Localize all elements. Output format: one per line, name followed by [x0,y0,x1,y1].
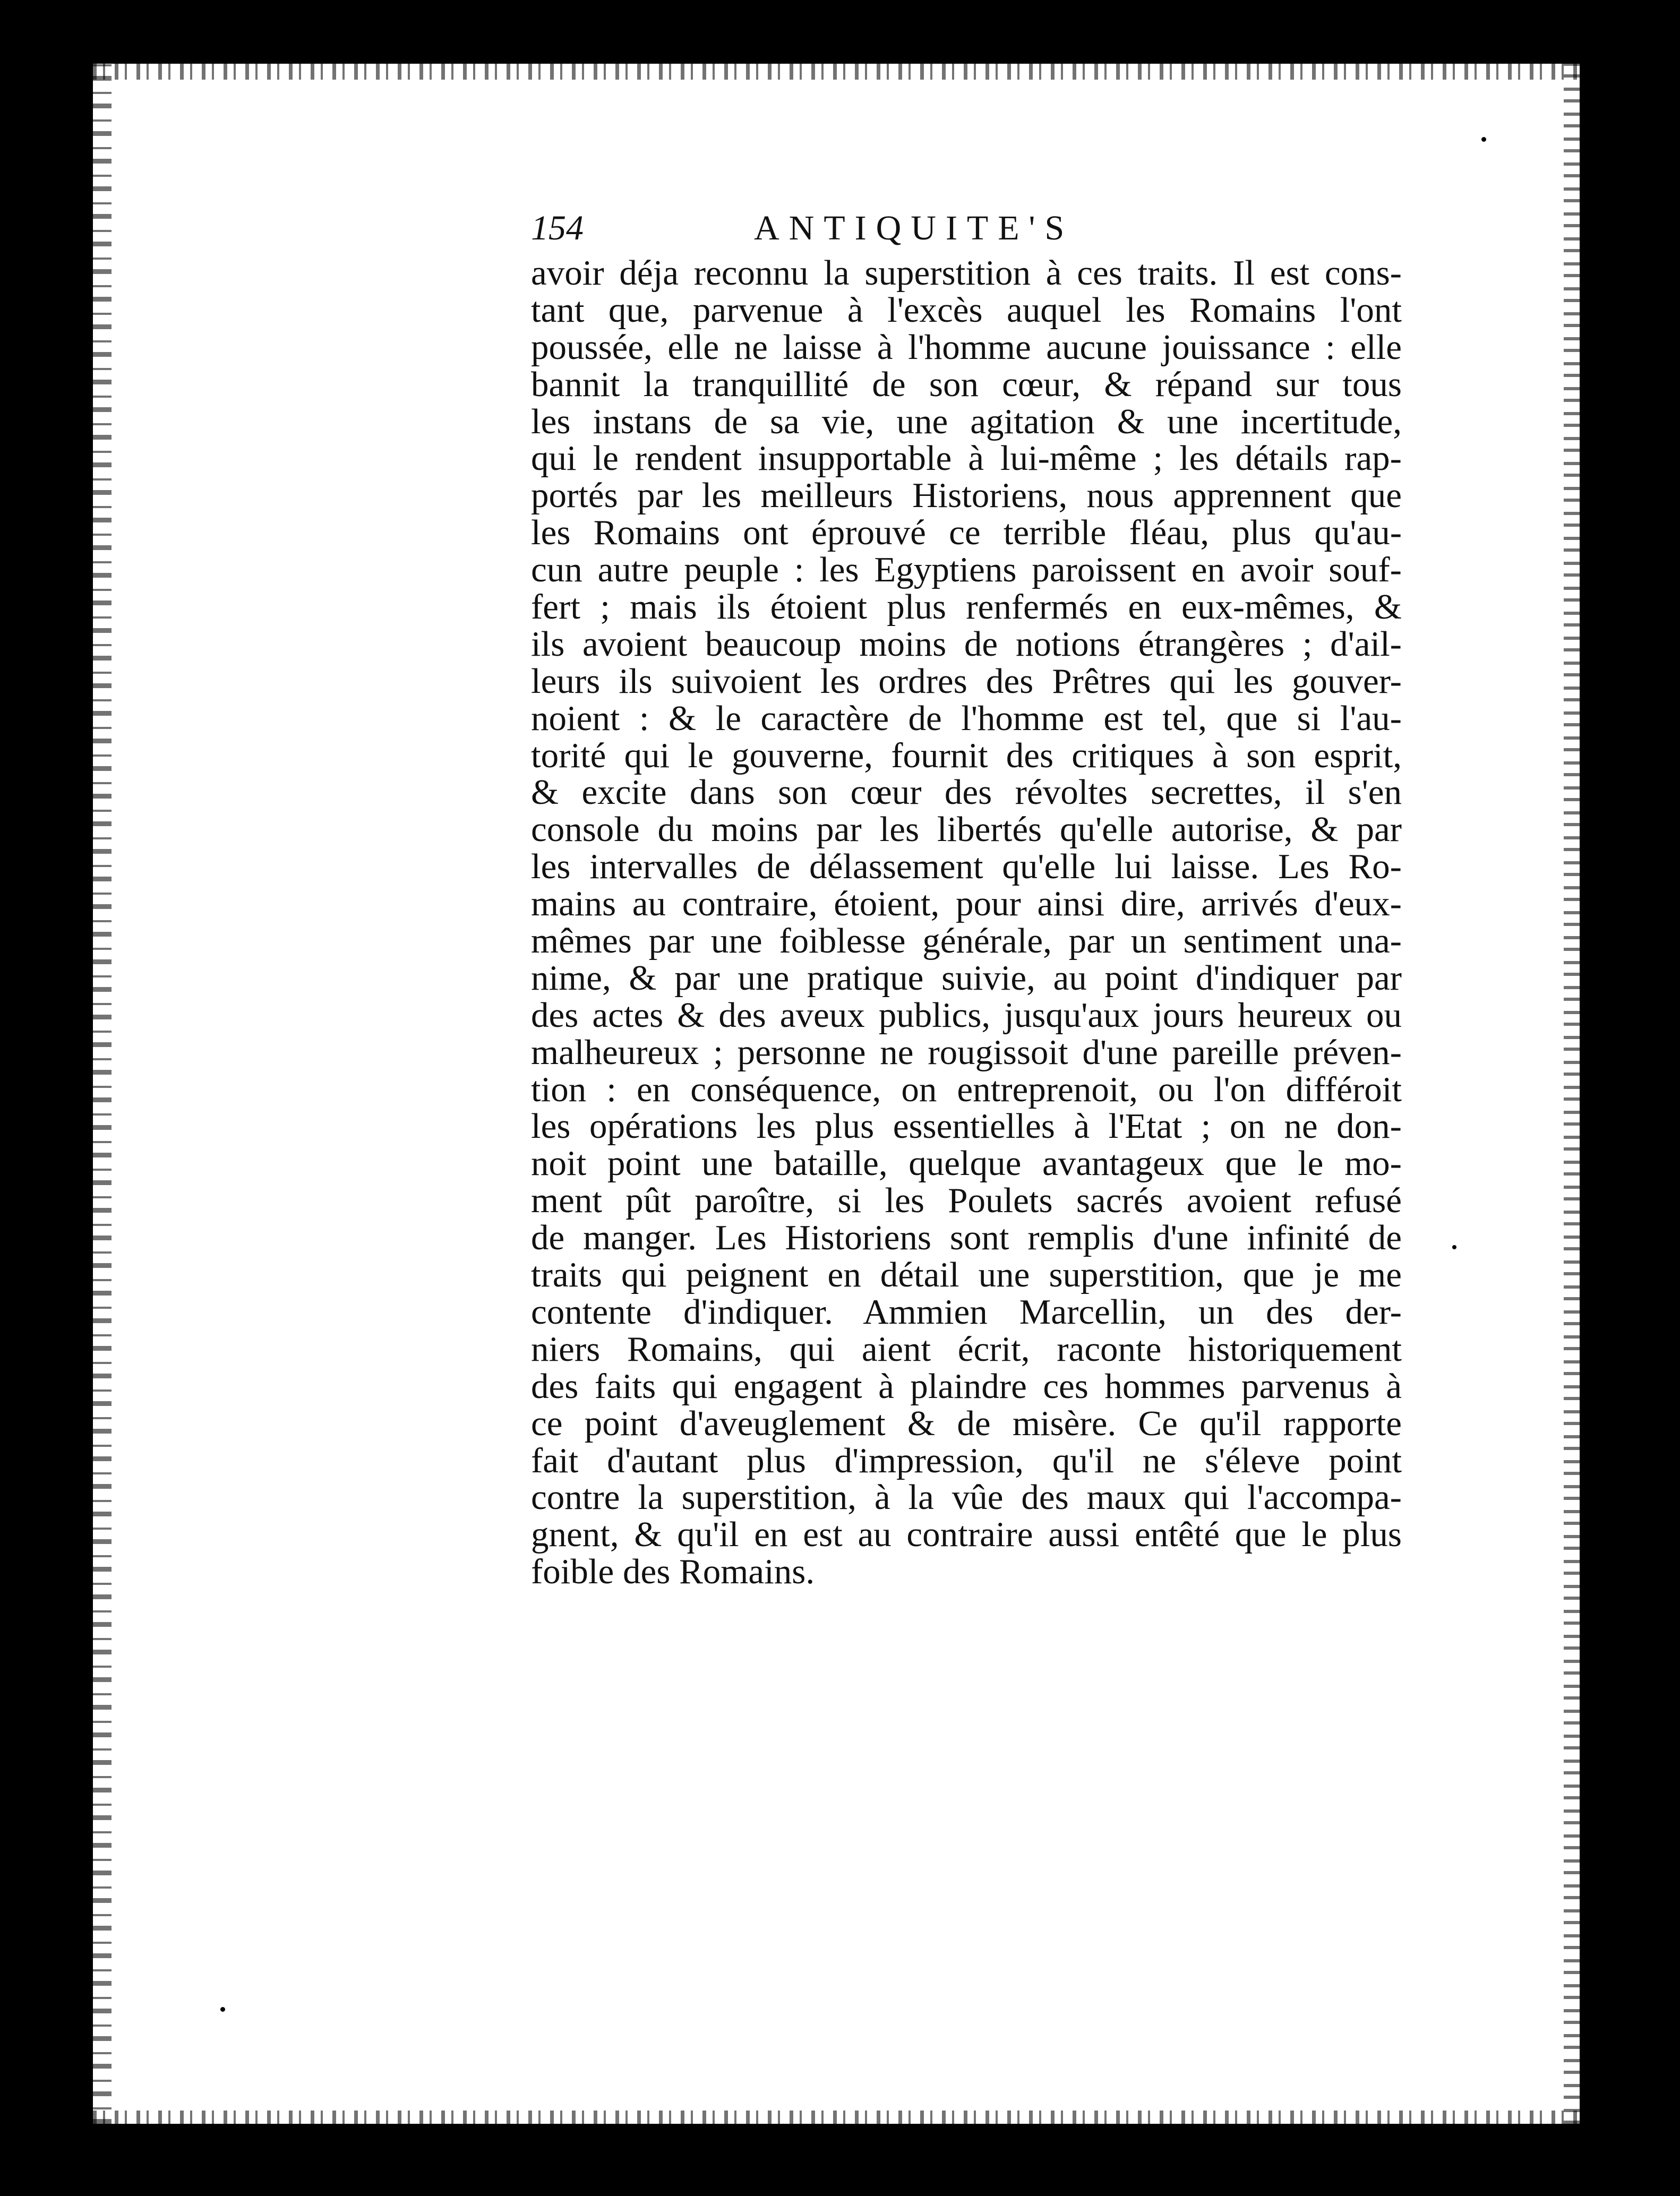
text-line: de manger. Les Historiens sont remplis d'une infinité de [531,1218,1402,1258]
text-line: contre la superstition, à la vûe des maux qui l'accompa- [531,1478,1402,1517]
text-line: tion : en conséquence, on entreprenoit, ou l'on différoit [531,1069,1402,1109]
text-line: portés par les meilleurs Historiens, nous apprennent que [531,476,1402,516]
scan-edge-right [1564,64,1588,2124]
text-line: des faits qui engagent à plaindre ces hommes parvenus à [531,1366,1402,1406]
ink-speck [1452,1245,1456,1249]
scan-edge-left [88,64,112,2124]
scan-edge-top [93,58,1580,80]
text-line: fait d'autant plus d'impression, qu'il ne s'éleve point [531,1440,1402,1480]
text-line: cun autre peuple : les Egyptiens paroissent en avoir souf- [531,550,1402,590]
text-line: fert ; mais ils étoient plus renfermés en eux-mêmes, & [531,587,1402,627]
text-line: niers Romains, qui aient écrit, raconte historiquement [531,1329,1402,1369]
page-number: 154 [531,209,584,247]
text-line: les intervalles de délassement qu'elle lui laisse. Les Ro- [531,847,1402,887]
text-line: noient : & le caractère de l'homme est tel, que si l'au- [531,698,1402,738]
text-line: console du moins par les libertés qu'elle autorise, & par [531,810,1402,850]
text-line: les instans de sa vie, une agitation & une incertitude, [531,401,1402,441]
text-line: ce point d'aveuglement & de misère. Ce qu'il rapporte [531,1403,1402,1443]
text-line: mêmes par une foiblesse générale, par un sentiment una- [531,921,1402,961]
ink-speck [1481,137,1486,142]
text-line: ment pût paroître, si les Poulets sacrés avoient refusé [531,1181,1402,1221]
text-block [531,202,1402,1591]
text-line: des actes & des aveux publics, jusqu'aux jours heureux ou [531,995,1402,1035]
text-line: & excite dans son cœur des révoltes secrettes, il s'en [531,773,1402,812]
text-line: qui le rendent insupportable à lui-même ; les détails rap- [531,439,1402,478]
text-line: les Romains ont éprouvé ce terrible fléau, plus qu'au- [531,513,1402,553]
text-line: bannit la tranquillité de son cœur, & répand sur tous [531,364,1402,404]
text-line: traits qui peignent en détail une superstition, que je me [531,1255,1402,1295]
text-line: leurs ils suivoient les ordres des Prêtres qui les gouver- [531,661,1402,701]
ink-speck [220,2007,225,2012]
text-line: ils avoient beaucoup moins de notions étrangères ; d'ail- [531,624,1402,664]
text-line: mains au contraire, étoient, pour ainsi dire, arrivés d'eux- [531,884,1402,924]
scan-edge-bottom [93,2111,1580,2132]
running-head: ANTIQUITE'S [754,209,1074,247]
text-line: contente d'indiquer. Ammien Marcellin, un des der- [531,1292,1402,1332]
text-line: torité qui le gouverne, fournit des critiques à son esprit, [531,735,1402,775]
text-line: foible des Romains. [531,1552,815,1592]
text-line: malheureux ; personne ne rougissoit d'une pareille préven- [531,1032,1402,1072]
text-line: nime, & par une pratique suivie, au point d'indiquer par [531,958,1402,998]
text-line: noit point une bataille, quelque avantageux que le mo- [531,1144,1402,1183]
text-line: tant que, parvenue à l'excès auquel les Romains l'ont [531,290,1402,330]
text-line: poussée, elle ne laisse à l'homme aucune jouissance : elle [531,327,1402,367]
page-header [531,202,1402,255]
body-text [531,255,1402,1591]
text-line: gnent, & qu'il en est au contraire aussi entêté que le plus [531,1515,1402,1555]
text-line: avoir déja reconnu la superstition à ces traits. Il est cons- [531,253,1402,293]
text-line: les opérations les plus essentielles à l'Etat ; on ne don- [531,1106,1402,1146]
